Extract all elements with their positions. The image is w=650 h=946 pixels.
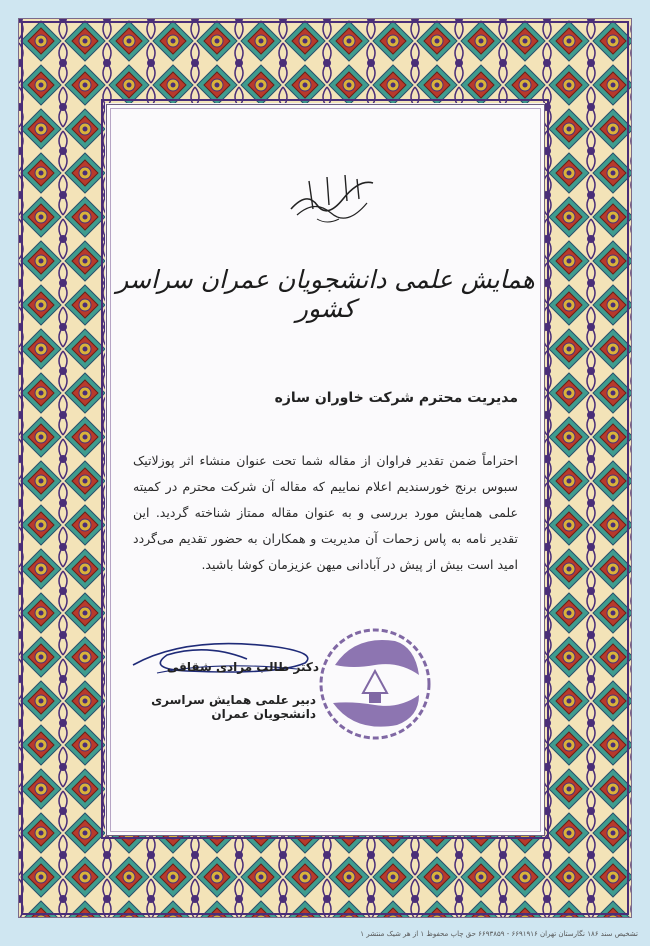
bismillah-calligraphy [287,169,377,225]
certificate-body-text: احتراماً ضمن تقدیر فراوان از مقاله شما تحت عنوان منشاء اثر پوزلاتیک سبوس برنج خورسندیم اعلام نماییم که مقاله آن شرکت محترم در کمیته علمی همایش مورد بررسی و به عنوان مقاله ممتاز شناخته گردید. این تقدیر نامه به پاس زحمات آن مدیریت و همکاران به حضور تقدیم می‌گردد امید است بیش از پیش در آبادانی میهن عزیزمان کوشا باشید. [133,453,518,572]
organization-seal [315,625,435,743]
signer-title: دبیر علمی همایش سراسری دانشجویان عمران [151,693,316,721]
certificate-body [106,104,545,836]
signer-name: دکتر طالب مرادی شقاقی [166,660,319,674]
printer-footer: تشخیص سند ۱۸۶ نگارستان تهران ۶۶۹۱۹۱۶ - ۶۶۹۳۸۵۹ حق چاپ محفوظ ۱ از هر شیک منتشر ۱ [360,930,638,938]
handwritten-signature [127,625,327,685]
certificate-title: همایش علمی دانشجویان عمران سراسر کشور [116,265,535,323]
addressee: مدیریت محترم شرکت خاوران سازه [274,390,518,406]
certificate-sheet [18,18,632,918]
